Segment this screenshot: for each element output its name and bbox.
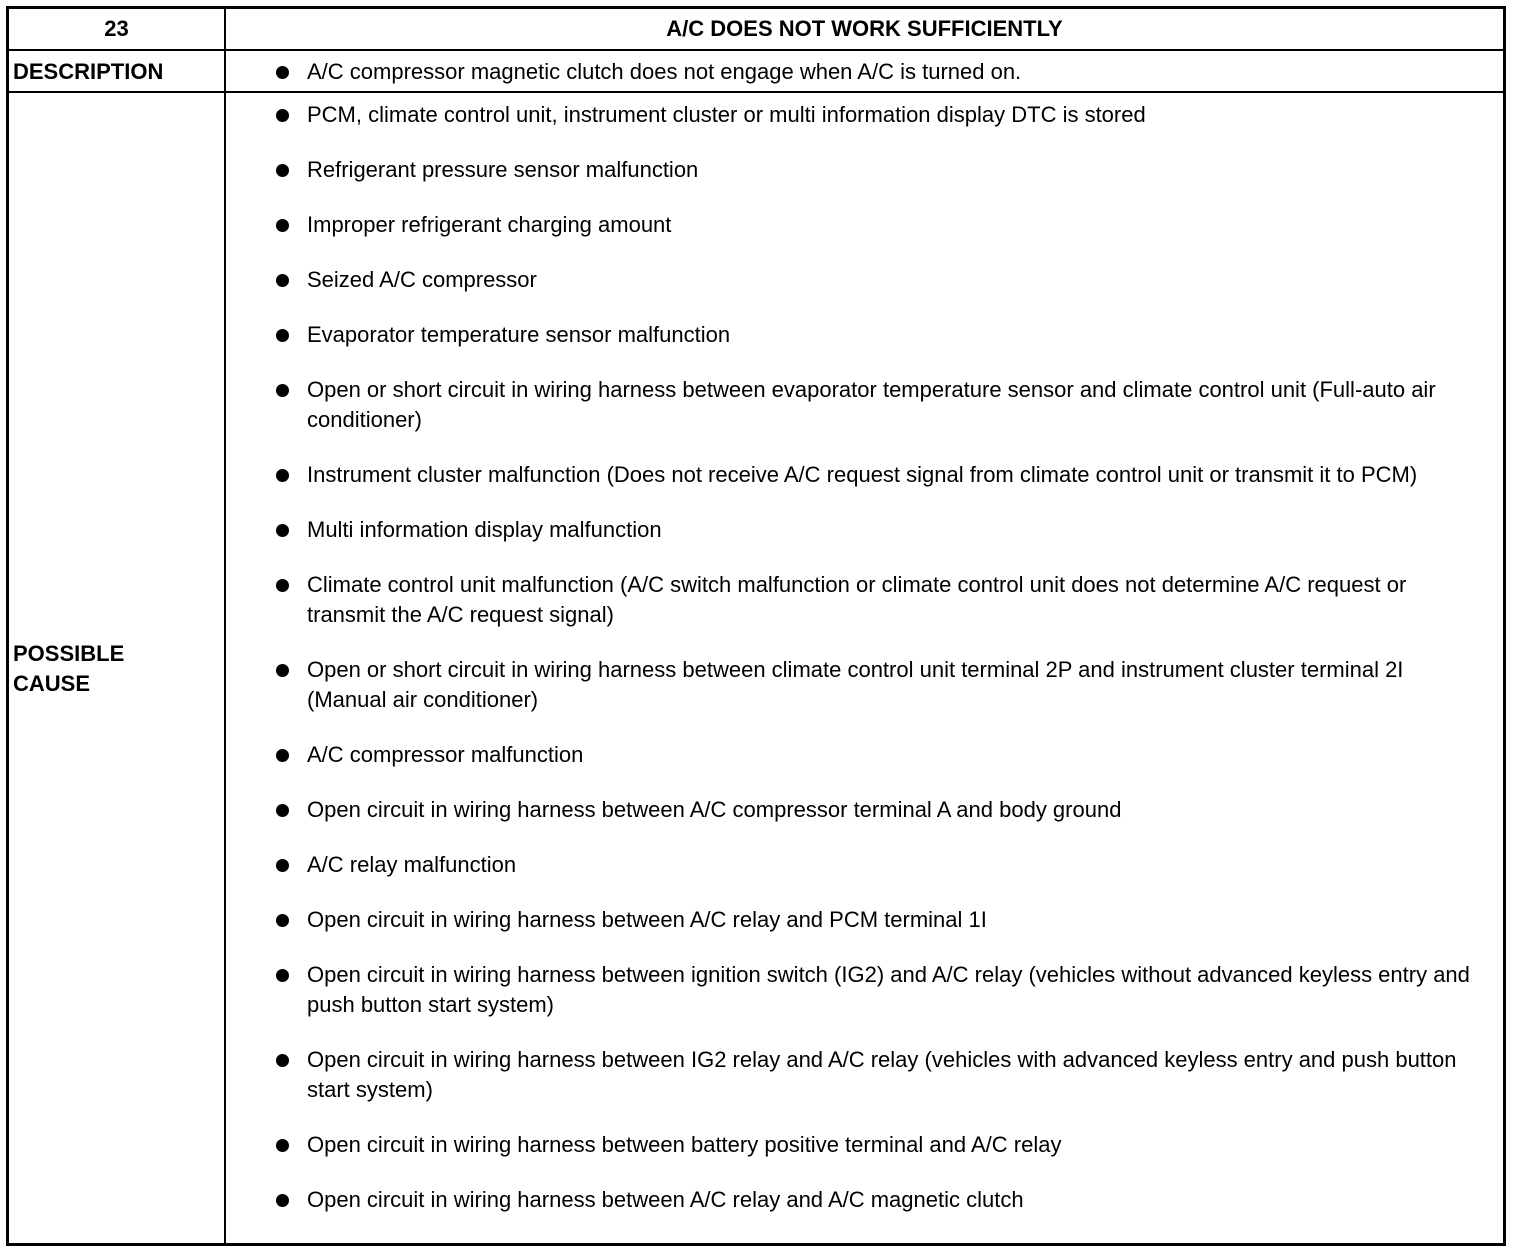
bullet-icon bbox=[276, 664, 289, 677]
possible-cause-label bbox=[13, 639, 124, 699]
cause-item bbox=[226, 960, 1503, 1020]
cause-item bbox=[226, 515, 1503, 545]
bullet-icon bbox=[276, 1139, 289, 1152]
column-divider bbox=[224, 93, 226, 1243]
bullet-icon bbox=[276, 749, 289, 762]
possible-cause-list bbox=[226, 93, 1503, 1215]
cause-item-text: Multi information display malfunction bbox=[307, 517, 662, 542]
cause-item-text: Improper refrigerant charging amount bbox=[307, 212, 672, 237]
bullet-icon bbox=[276, 274, 289, 287]
bullet-icon bbox=[276, 579, 289, 592]
bullet-icon bbox=[276, 384, 289, 397]
description-item bbox=[226, 51, 1503, 87]
possible-cause-label-line2: CAUSE bbox=[13, 671, 91, 696]
description-content bbox=[226, 51, 1503, 91]
bullet-icon bbox=[276, 524, 289, 537]
bullet-icon bbox=[276, 1054, 289, 1067]
cause-item-text: Open circuit in wiring harness between A/C relay and PCM terminal 1I bbox=[307, 907, 987, 932]
possible-cause-row bbox=[9, 93, 1503, 1243]
cause-item-text: A/C relay malfunction bbox=[307, 852, 517, 877]
cause-item-text: Open circuit in wiring harness between A/C compressor terminal A and body ground bbox=[307, 797, 1122, 822]
bullet-icon bbox=[276, 219, 289, 232]
cause-item-text: Refrigerant pressure sensor malfunction bbox=[307, 157, 699, 182]
bullet-icon bbox=[276, 109, 289, 122]
cause-item-text: Open circuit in wiring harness between battery positive terminal and A/C relay bbox=[307, 1132, 1062, 1157]
cause-item bbox=[226, 795, 1503, 825]
bullet-icon bbox=[276, 329, 289, 342]
cause-item bbox=[226, 265, 1503, 295]
description-item-text: A/C compressor magnetic clutch does not engage when A/C is turned on. bbox=[307, 59, 1022, 84]
cause-item bbox=[226, 1130, 1503, 1160]
bullet-icon bbox=[276, 66, 289, 79]
cause-item-text: Open circuit in wiring harness between ignition switch (IG2) and A/C relay (vehicles without advanced keyless entry and push button start system) bbox=[307, 962, 1470, 1017]
cause-item bbox=[226, 460, 1503, 490]
cause-item-text: Climate control unit malfunction (A/C switch malfunction or climate control unit does not determine A/C request or transmit the A/C request signal) bbox=[307, 572, 1407, 627]
cause-item-text: A/C compressor malfunction bbox=[307, 742, 584, 767]
cause-item-text: Open circuit in wiring harness between IG2 relay and A/C relay (vehicles with advanced keyless entry and push button start system) bbox=[307, 1047, 1457, 1102]
description-label: DESCRIPTION bbox=[13, 59, 164, 84]
cause-item bbox=[226, 570, 1503, 630]
bullet-icon bbox=[276, 1194, 289, 1207]
bullet-icon bbox=[276, 469, 289, 482]
cause-item-text: Evaporator temperature sensor malfunction bbox=[307, 322, 731, 347]
description-list bbox=[226, 51, 1503, 87]
cause-item bbox=[226, 210, 1503, 240]
cause-item bbox=[226, 320, 1503, 350]
bullet-icon bbox=[276, 804, 289, 817]
possible-cause-label-line1: POSSIBLE bbox=[13, 641, 125, 666]
bullet-icon bbox=[276, 164, 289, 177]
bullet-icon bbox=[276, 914, 289, 927]
bullet-icon bbox=[276, 859, 289, 872]
cause-item-text: Instrument cluster malfunction (Does not receive A/C request signal from climate control unit or transmit it to PCM) bbox=[307, 462, 1418, 487]
step-title: A/C DOES NOT WORK SUFFICIENTLY bbox=[666, 16, 1063, 41]
cause-item bbox=[226, 155, 1503, 185]
cause-item bbox=[226, 655, 1503, 715]
cause-item-text: PCM, climate control unit, instrument cluster or multi information display DTC is stored bbox=[307, 102, 1146, 127]
cause-item-text: Open circuit in wiring harness between A/C relay and A/C magnetic clutch bbox=[307, 1187, 1024, 1212]
possible-cause-content bbox=[226, 93, 1503, 1243]
cause-item bbox=[226, 905, 1503, 935]
description-row bbox=[9, 51, 1503, 93]
cause-item bbox=[226, 1185, 1503, 1215]
cause-item-text: Open or short circuit in wiring harness between climate control unit terminal 2P and instrument cluster terminal 2I (Manual air conditioner) bbox=[307, 657, 1404, 712]
bullet-icon bbox=[276, 969, 289, 982]
cause-item-text: Seized A/C compressor bbox=[307, 267, 537, 292]
cause-item bbox=[226, 850, 1503, 880]
troubleshooting-table bbox=[6, 6, 1506, 1246]
cause-item-text: Open or short circuit in wiring harness between evaporator temperature sensor and climate control unit (Full-auto air conditioner) bbox=[307, 377, 1436, 432]
cause-item bbox=[226, 1045, 1503, 1105]
cause-item bbox=[226, 100, 1503, 130]
step-number: 23 bbox=[104, 16, 129, 41]
table-header-row bbox=[9, 9, 1503, 51]
column-divider bbox=[224, 51, 226, 91]
cause-item bbox=[226, 740, 1503, 770]
cause-item bbox=[226, 375, 1503, 435]
column-divider bbox=[224, 9, 226, 49]
